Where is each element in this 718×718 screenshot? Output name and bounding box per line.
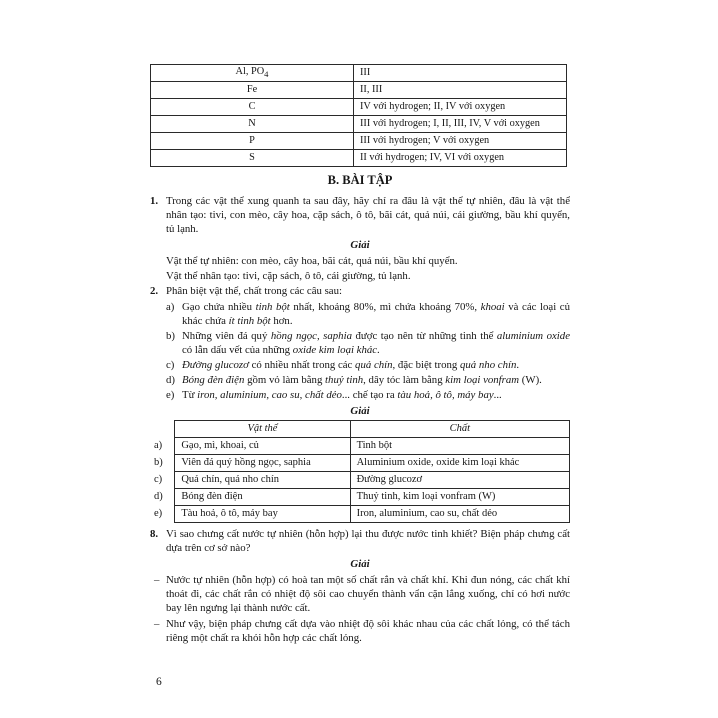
element-cell: S [151,150,354,167]
dash: – [154,618,160,631]
solution-dash-item [154,573,570,615]
page-content [150,64,570,647]
exercise-2-item-a [166,300,570,328]
vat-the-cell: Viên đá quý hồng ngọc, saphia [175,455,350,472]
exercise-2-item-e [166,388,570,402]
item-text: Những viên đá quý hồng ngọc, saphia được tạo nên từ những tinh thể aluminium oxide có lẫn dấu vết của những oxide kim loại khác. [182,330,570,357]
table-row [154,472,570,489]
valence-cell: III [354,65,567,82]
solution-text: Nước tự nhiên (hỗn hợp) có hoà tan một số chất rắn và chất khí. Khi đun nóng, các chất khí thoát đi, các chất rắn có nhiệt độ sôi cao chuyển thành vẩn cặn lắng xuống, chỉ có hơi nước bay lên ngưng lại thành nước cất. [166,574,570,615]
solution-line: Vật thể nhân tạo: tivi, cặp sách, ô tô, cái giường, tủ lạnh. [166,270,411,283]
exercise-3 [150,527,570,555]
element-cell: C [151,99,354,116]
item-label: b) [166,330,175,343]
vat-the-cell: Tàu hoả, ô tô, máy bay [175,506,350,523]
dash: – [154,574,160,587]
exercise-2-item-b [166,329,570,357]
row-label: a) [154,440,163,452]
valence-table-row [151,150,567,167]
valence-table-row [151,65,567,82]
element-cell: Al, $PO_4$ [151,65,354,82]
exercise-3-number: 8. [150,528,159,541]
chat-cell: Aluminium oxide, oxide kim loại khác [350,455,569,472]
exercise-2 [150,284,570,298]
valence-table-row [151,99,567,116]
row-label: c) [154,474,163,486]
solution-label-3: Giải [350,558,370,571]
vat-the-cell: Gạo, mì, khoai, củ [175,438,350,455]
row-label: e) [154,508,163,520]
row-label: b) [154,457,163,469]
valence-cell: II với hydrogen; IV, VI với oxygen [354,150,567,167]
valence-table-row [151,133,567,150]
valence-table-row [151,116,567,133]
item-label: d) [166,374,175,387]
solution-text: Như vậy, biện pháp chưng cất dựa vào nhiệt độ sôi khác nhau của các chất lỏng, có thể tách riêng một chất ra khỏi hỗn hợp các chất lỏng. [166,618,570,645]
exercise-2-item-c [166,358,570,372]
item-label: e) [166,389,175,402]
vat-the-cell: Quả chín, quả nho chín [175,472,350,489]
exercise-2-number: 2. [150,285,159,298]
chat-cell: Iron, aluminium, cao su, chất dẻo [350,506,569,523]
table-header-chat: Chất [350,421,569,438]
solution-label-1: Giải [350,239,370,252]
element-cell: N [151,116,354,133]
page-number: 6 [156,676,162,688]
section-heading: B. BÀI TẬP [327,173,393,188]
valence-cell: IV với hydrogen; II, IV với oxygen [354,99,567,116]
item-text: Bóng đèn điện gồm vỏ làm bằng thuỷ tinh, dây tóc làm bằng kim loại vonfram (W). [182,374,542,387]
table-row [154,506,570,523]
exercise-3-question: Vì sao chưng cất nước tự nhiên (hỗn hợp) lại thu được nước tinh khiết? Biện pháp chưng cất dựa trên cơ sở nào? [166,528,570,555]
valence-table [150,64,567,167]
table-header-vat-the: Vật thể [175,421,350,438]
solution-line: Vật thể tự nhiên: con mèo, cây hoa, bãi cát, quả núi, bầu khí quyển. [166,255,458,268]
row-label: d) [154,491,163,503]
item-label: c) [166,359,175,372]
item-text: Đường glucozơ có nhiều nhất trong các quả chín, đặc biệt trong quả nho chín. [182,359,520,372]
classification-table [154,420,570,523]
element-cell: Fe [151,82,354,99]
valence-cell: III với hydrogen; V với oxygen [354,133,567,150]
item-text: Gạo chứa nhiều tinh bột nhất, khoảng 80%, mì chứa khoảng 70%, khoai và các loại củ khác chứa ít tinh bột hơn. [182,301,570,328]
exercise-2-item-d [166,373,570,387]
exercise-1-number: 1. [150,195,159,208]
valence-cell: III với hydrogen; I, II, III, IV, V với oxygen [354,116,567,133]
exercise-1-question: Trong các vật thể xung quanh ta sau đây, hãy chỉ ra đâu là vật thể tự nhiên, đâu là vật thể nhân tạo: tivi, con mèo, cây hoa, cặp sách, ô tô, bãi cát, quả núi, cái giường, bầu khí quyển, tủ lạnh. [166,195,570,236]
item-text: Từ iron, aluminium, cao su, chất dẻo... chế tạo ra tàu hoả, ô tô, máy bay... [182,389,502,402]
chat-cell: Đường glucozơ [350,472,569,489]
table-row [154,455,570,472]
item-label: a) [166,301,175,314]
table-row [154,438,570,455]
exercise-1 [150,194,570,236]
chat-cell: Thuỷ tinh, kim loại vonfram (W) [350,489,569,506]
valence-table-row [151,82,567,99]
row-label [154,421,175,438]
vat-the-cell: Bóng đèn điện [175,489,350,506]
valence-cell: II, III [354,82,567,99]
classification-header-row [154,421,570,438]
table-row [154,489,570,506]
solution-label-2: Giải [350,405,370,418]
exercise-2-question: Phân biệt vật thể, chất trong các câu sau: [166,285,342,298]
element-cell: P [151,133,354,150]
solution-dash-item [154,617,570,645]
chat-cell: Tinh bột [350,438,569,455]
